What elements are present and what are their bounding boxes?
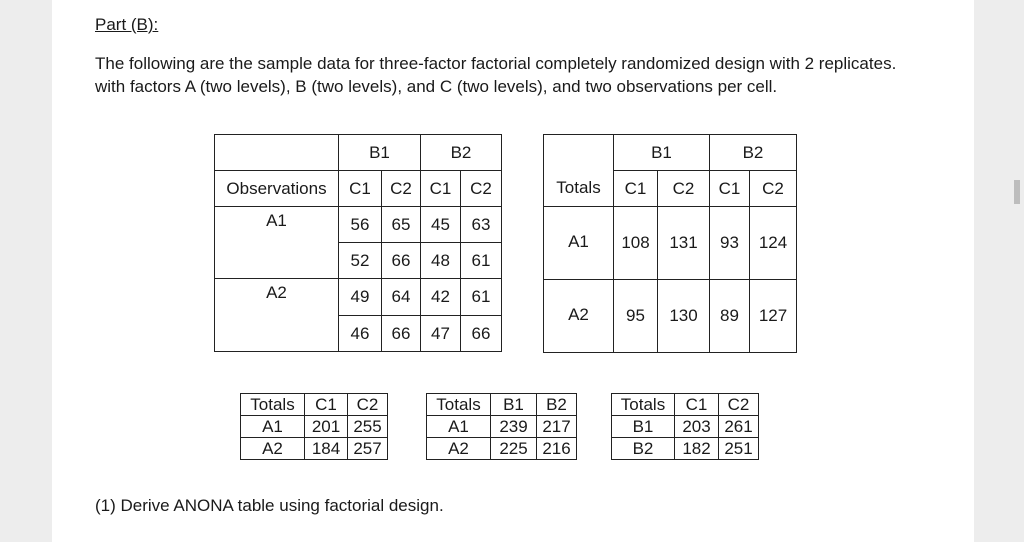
bc-cell: 251 (719, 438, 759, 460)
obs-cell: 49 (339, 279, 382, 316)
ab-cell: A2 (427, 438, 491, 460)
ac-cell: 184 (305, 438, 348, 460)
tot-c-header: C2 (750, 171, 797, 207)
bc-cell: 182 (675, 438, 719, 460)
ab-cell: 216 (537, 438, 577, 460)
tot-cell: 131 (658, 207, 710, 280)
tot-cell: 130 (658, 280, 710, 353)
ab-header: Totals (427, 394, 491, 416)
obs-cell: 45 (421, 207, 461, 243)
bc-header: Totals (612, 394, 675, 416)
obs-cell: 63 (461, 207, 502, 243)
ab-cell: 217 (537, 416, 577, 438)
ac-cell: A1 (241, 416, 305, 438)
bc-cell: B1 (612, 416, 675, 438)
obs-cell: 61 (461, 279, 502, 316)
ab-header: B1 (491, 394, 537, 416)
obs-cell: 56 (339, 207, 382, 243)
ac-header: C2 (348, 394, 388, 416)
bc-cell: 261 (719, 416, 759, 438)
obs-cell: 46 (339, 316, 382, 352)
tot-cell: 95 (614, 280, 658, 353)
obs-c-header: C2 (382, 171, 421, 207)
bc-totals-table (611, 393, 759, 460)
obs-row-label: A1 (215, 207, 339, 279)
question-text: (1) Derive ANONA table using factorial design. (95, 496, 444, 515)
cell-totals-table (543, 134, 797, 353)
ac-totals-table (240, 393, 388, 460)
obs-row-label: A2 (215, 279, 339, 352)
obs-cell: 65 (382, 207, 421, 243)
ac-cell: 255 (348, 416, 388, 438)
tot-row-label: A2 (544, 280, 614, 353)
obs-cell: 48 (421, 243, 461, 279)
ab-cell: 225 (491, 438, 537, 460)
ab-cell: 239 (491, 416, 537, 438)
obs-c-header: C1 (421, 171, 461, 207)
obs-corner (215, 135, 339, 171)
description-paragraph: The following are the sample data for three-factor factorial completely randomized design with 2 replicates. with factors A (two levels), B (two levels), and C (two levels), and two observations per cell. (95, 54, 897, 96)
ac-cell: A2 (241, 438, 305, 460)
tot-cell: 93 (710, 207, 750, 280)
obs-cell: 66 (382, 243, 421, 279)
ac-header: Totals (241, 394, 305, 416)
bc-header: C2 (719, 394, 759, 416)
obs-cell: 66 (382, 316, 421, 352)
obs-b1-header: B1 (339, 135, 421, 171)
part-heading: Part (B): (95, 15, 159, 34)
tot-cell: 127 (750, 280, 797, 353)
tot-c-header: C2 (658, 171, 710, 207)
obs-c-header: C1 (339, 171, 382, 207)
tot-c-header: C1 (614, 171, 658, 207)
obs-cell: 61 (461, 243, 502, 279)
obs-cell: 42 (421, 279, 461, 316)
scrollbar-thumb[interactable] (1014, 180, 1020, 204)
bc-cell: 203 (675, 416, 719, 438)
tot-row-header: Totals (544, 135, 614, 207)
ab-totals-table (426, 393, 577, 460)
bc-cell: B2 (612, 438, 675, 460)
tot-b2-header: B2 (710, 135, 797, 171)
ac-cell: 257 (348, 438, 388, 460)
tot-cell: 124 (750, 207, 797, 280)
obs-row-header: Observations (215, 171, 339, 207)
tot-b1-header: B1 (614, 135, 710, 171)
ac-cell: 201 (305, 416, 348, 438)
observations-table (214, 134, 502, 352)
obs-b2-header: B2 (421, 135, 502, 171)
ac-header: C1 (305, 394, 348, 416)
obs-c-header: C2 (461, 171, 502, 207)
obs-cell: 52 (339, 243, 382, 279)
ab-header: B2 (537, 394, 577, 416)
obs-cell: 47 (421, 316, 461, 352)
tot-cell: 108 (614, 207, 658, 280)
tot-c-header: C1 (710, 171, 750, 207)
tot-cell: 89 (710, 280, 750, 353)
obs-cell: 66 (461, 316, 502, 352)
ab-cell: A1 (427, 416, 491, 438)
obs-cell: 64 (382, 279, 421, 316)
bc-header: C1 (675, 394, 719, 416)
tot-row-label: A1 (544, 207, 614, 280)
